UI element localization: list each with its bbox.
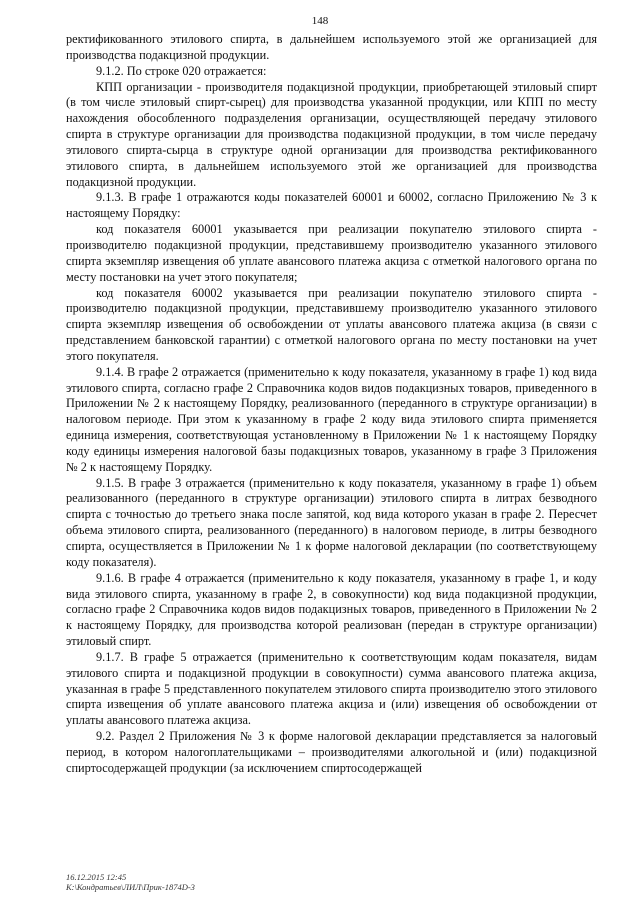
footer-reference: К:\Кондратьев\ЛИЛ\Прик-1874D-3 <box>66 882 195 892</box>
footer <box>66 872 195 892</box>
paragraph-code-60001: код показателя 60001 указывается при реализации покупателю этилового спирта - производителю подакцизной продукции, представившему производителю указанного этилового спирта экземпляр извещения об уплате авансового платежа акциза с отметкой налогового органа по месту постановки на учет этого покупателя; <box>66 222 597 284</box>
paragraph-9-1-4: 9.1.4. В графе 2 отражается (применительно к коду показателя, указанному в графе 1) код вида этилового спирта, согласно графе 2 Справочника кодов видов подакцизных товаров, приведенного в Приложении № 2 к настоящему Порядку, реализованного (переданного в структуре организации) в налоговом периоде. При этом к указанному в графе 2 коду вида этилового спирта применяется единица измерения, соответствующая установленному в Приложении № 1 к настоящему Порядку коду единицы измерения налоговой базы подакцизных товаров, указанному в графе 3 Приложения № 2 к настоящему Порядку. <box>66 364 597 474</box>
paragraph-continuation: ректификованного этилового спирта, в дальнейшем используемого этой же организацией для производства подакцизной продукции. <box>66 32 597 62</box>
paragraph-9-1-7: 9.1.7. В графе 5 отражается (применительно к соответствующим кодам показателя, видам этилового спирта и подакцизной продукции в совокупности) сумма авансового платежа акциза, указанная в графе 5 представленного покупателем этилового спирта производителю этого этилового спирта извещения об уплате авансового платежа акциза и (или) извещения об освобождении от уплаты авансового платежа акциза. <box>66 649 597 728</box>
paragraph-9-1-2-heading: 9.1.2. По строке 020 отражается: <box>96 63 267 78</box>
footer-timestamp: 16.12.2015 12:45 <box>66 872 127 882</box>
paragraph-9-1-3: 9.1.3. В графе 1 отражаются коды показателей 60001 и 60002, согласно Приложению № 3 к настоящему Порядку: <box>66 190 597 221</box>
paragraph-code-60002: код показателя 60002 указывается при реализации покупателю этилового спирта - производителю подакцизной продукции, представившему производителю указанного этилового спирта экземпляр извещения об освобождении от уплаты авансового платежа акциза (в связи с представлением банковской гарантии) с отметкой налогового органа по месту постановки на учет этого покупателя. <box>66 285 597 363</box>
paragraph-9-1-5: 9.1.5. В графе 3 отражается (применительно к коду показателя, указанному в графе 1) объем реализованного (переданного в структуре организации) этилового спирта в литрах безводного спирта с точностью до третьего знака после запятой, код вида которого указан в графе 2. Пересчет объема этилового спирта, реализованного (переданного) в налоговом периоде, в литры безводного спирта, осуществляется в Приложении № 1 к форме налоговой декларации (по соответствующему коду показателя). <box>66 475 597 569</box>
paragraph-9-2: 9.2. Раздел 2 Приложения № 3 к форме налоговой декларации представляется за налоговый период, в котором налогоплательщиками – производителями алкогольной и (или) подакцизной спиртосодержащей продукции (за исключением спиртосодержащей <box>66 729 597 775</box>
paragraph-9-1-6: 9.1.6. В графе 4 отражается (применительно к коду показателя, указанному в графе 1, и коду вида этилового спирта, указанному в графе 2, в совокупности) код вида подакцизной продукции, согласно графе 2 Справочника кодов видов подакцизных товаров, приведенного в Приложении № 2 к настоящему Порядку, для производства которой реализован (передан в структуре организации) этиловый спирт. <box>66 570 597 649</box>
document-body <box>66 32 597 777</box>
paragraph-kpp-description: КПП организации - производителя подакцизной продукции, приобретающей этиловый спирт (в том числе этиловый спирт-сырец) для производства указанной продукции, или КПП по месту нахождения обособленного подразделения организации, осуществляющей передачу этилового спирта в структуре организации для производства подакцизной продукции, в том числе передачу этилового спирта-сырца в структуре одной организации для производства ректификованного этилового спирта, в дальнейшем используемого этой же организацией для производства подакцизной продукции. <box>66 79 597 189</box>
page-number: 148 <box>311 15 329 27</box>
